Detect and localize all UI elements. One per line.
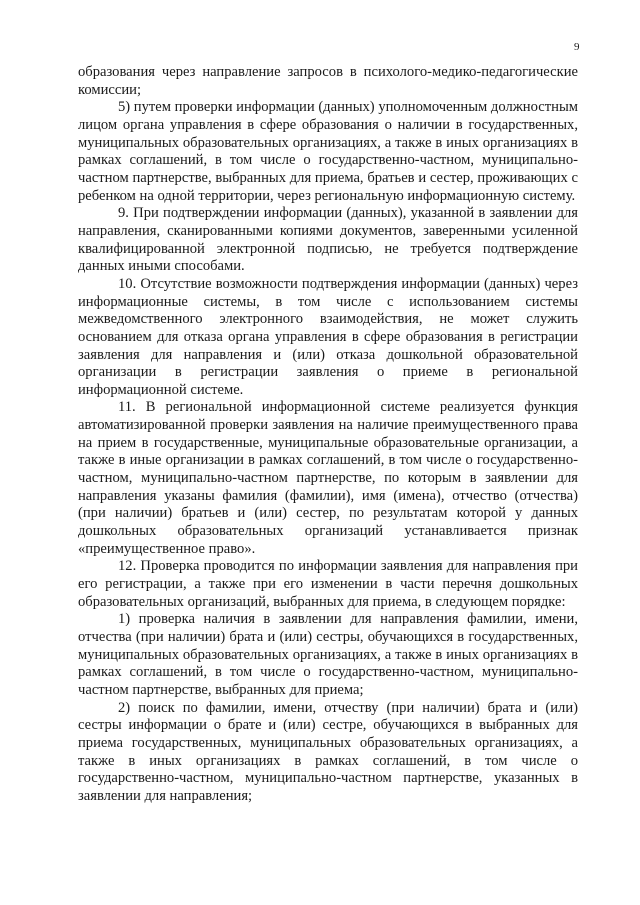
paragraph-12-item-2: 2) поиск по фамилии, имени, отчеству (при наличии) брата и (или) сестры информации о брате и (или) сестре, обучающихся в выбранных для приема государственных, муниципальных образовательных организациях, а также в иных организациях в рамках соглашений, в том числе о государственно-частном, муниципально-частном партнерстве, указанных в заявлении для направления; (78, 699, 578, 804)
paragraph-12-item-1: 1) проверка наличия в заявлении для направления фамилии, имени, отчества (при наличии) брата и (или) сестры, обучающихся в государственных, муниципальных образовательных организациях, а также в иных организациях в рамках соглашений, в том числе о государственно-частном, муниципально-частном партнерстве, выбранных для приема; (78, 611, 578, 698)
paragraph-9: 9. При подтверждении информации (данных), указанной в заявлении для направления, сканированными копиями документов, заверенными усиленной квалифицированной электронной подписью, не требуется подтверждение данных иными способами. (78, 205, 578, 275)
paragraph-12: 12. Проверка проводится по информации заявления для направления при его регистрации, а также при его изменении в части перечня дошкольных образовательных организаций, выбранных для приема, в следующем порядке: (78, 558, 578, 610)
paragraph-item-5: 5) путем проверки информации (данных) уполномоченным должностным лицом органа управления в сфере образования о наличии в государственных, муниципальных образовательных организациях, а также в иных организациях в рамках соглашений, в том числе о государственно-частном, муниципально-частном партнерстве, выбранных для приема, братьев и сестер, проживающих с ребенком на одной территории, через региональную информационную систему. (78, 99, 578, 204)
document-body (78, 64, 578, 806)
paragraph-10: 10. Отсутствие возможности подтверждения информации (данных) через информационные системы, в том числе с использованием системы межведомственного электронного взаимодействия, не может служить основанием для отказа органа управления в сфере образования в регистрации заявления для направления и (или) отказа дошкольной образовательной организации в регистрации заявления о приеме в региональной информационной системе. (78, 275, 578, 398)
page-number: 9 (574, 41, 580, 53)
paragraph-11: 11. В региональной информационной системе реализуется функция автоматизированной проверки заявления на наличие преимущественного права на прием в государственные, муниципальные образовательные организации, а также в иные организации в рамках соглашений, в том числе о государственно-частном, муниципально-частном партнерстве, по которым в заявлении для направления указаны фамилия (фамилии), имя (имена), отчество (отчества) (при наличии) братьев и (или) сестер, по результатам которой у данных дошкольных образовательных организаций устанавливается признак «преимущественное право». (78, 399, 578, 557)
paragraph-continuation: образования через направление запросов в психолого-медико-педагогические комиссии; (78, 64, 578, 98)
